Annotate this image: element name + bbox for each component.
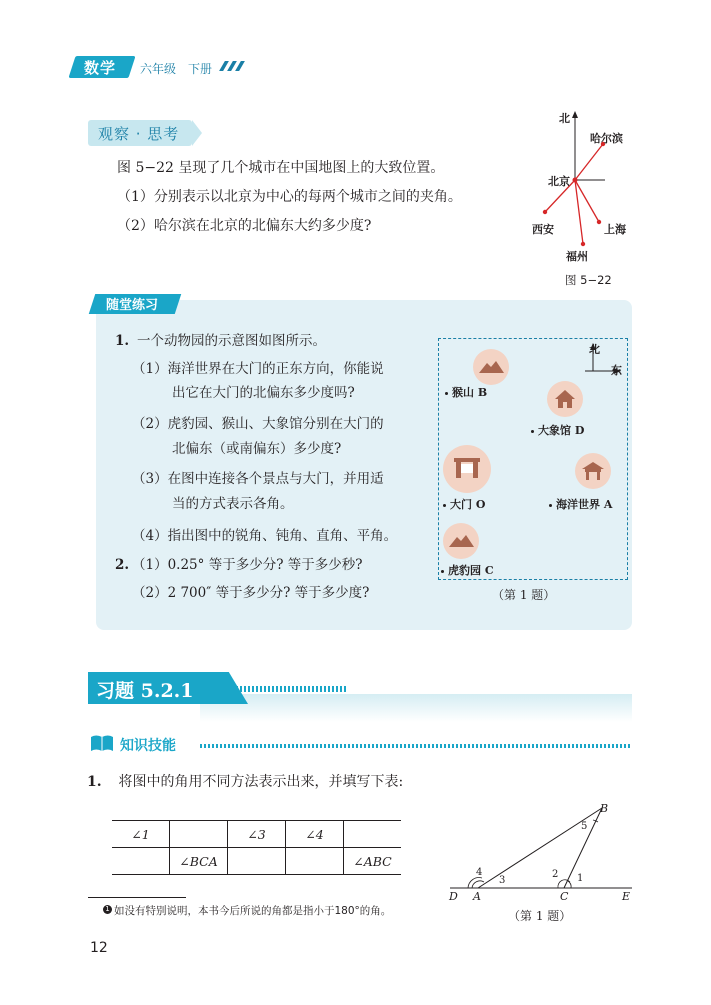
header-subject: 数学 — [84, 59, 117, 77]
page-number: 12 — [90, 940, 108, 956]
point-a-label: A — [473, 890, 481, 903]
practice-title: 随堂练习 — [106, 298, 159, 313]
city-north-label: 北 — [559, 112, 570, 125]
zoo-diagram — [438, 338, 628, 580]
observe-title: 观察 · 思考 — [98, 125, 180, 143]
zoo-east-label: 东 — [611, 364, 622, 377]
elephant-house-label: 大象馆 D — [538, 424, 585, 437]
practice-1-sub-3a: （3）在图中连接各个景点与大门，并用适 — [132, 471, 384, 487]
exercise-question-1 — [87, 771, 403, 791]
xian-label: 西安 — [532, 223, 554, 236]
table-cell: ∠ABC — [344, 848, 402, 875]
xian-dot — [543, 210, 547, 214]
ray-fuzhou — [575, 180, 583, 244]
table-cell: ∠3 — [228, 821, 286, 848]
tiger-park-label: 虎豹园 C — [448, 564, 494, 577]
tiger-park-circle — [443, 523, 479, 559]
shanghai-label: 上海 — [604, 223, 626, 236]
ray-harbin — [575, 144, 603, 180]
gate-circle — [443, 445, 491, 493]
monkey-hill-label: 猴山 B — [452, 386, 488, 399]
harbin-label: 哈尔滨 — [590, 132, 623, 145]
shanghai-dot — [597, 220, 601, 224]
practice-1-sub-1b: 出它在大门的北偏东多少度吗? — [172, 385, 355, 401]
mountain-icon — [473, 349, 509, 385]
ocean-world-circle — [575, 453, 611, 489]
zoo-caption: （第 1 题） — [492, 588, 556, 602]
fuzhou-dot — [581, 242, 585, 246]
practice-1-intro: 一个动物园的示意图如图所示。 — [137, 333, 326, 349]
observe-question-1: （1）分别表示以北京为中心的每两个城市之间的夹角。 — [117, 189, 462, 205]
practice-1-sub-1a: （1）海洋世界在大门的正东方向，你能说 — [132, 361, 384, 377]
gate-icon — [443, 445, 491, 493]
point-d-label: D — [449, 890, 458, 903]
practice-1-number: 1. — [115, 333, 130, 349]
table-cell — [170, 821, 228, 848]
angle-3-label: 3 — [499, 875, 506, 886]
point-b-label: B — [600, 802, 609, 815]
angle-5-label: 5 — [581, 821, 588, 832]
observe-question-2: （2）哈尔滨在北京的北偏东大约多少度? — [117, 218, 372, 234]
practice-1-sub-2b: 北偏东（或南偏东）多少度? — [172, 441, 342, 457]
header-grade: 六年级 — [140, 62, 177, 76]
elephant-house-circle — [547, 381, 583, 417]
point-c-label: C — [560, 890, 569, 903]
beijing-dot — [573, 178, 578, 183]
monkey-hill-circle — [473, 349, 509, 385]
skills-divider — [200, 744, 632, 748]
beijing-label: 北京 — [548, 175, 570, 188]
zoo-north-label: 北 — [589, 343, 600, 356]
ocean-world-label: 海洋世界 A — [556, 498, 613, 511]
north-arrow-icon — [572, 111, 578, 118]
footnote-mark: 1 — [103, 905, 112, 914]
practice-2-sub-1: （1）0.25° 等于多少分? 等于多少秒? — [132, 557, 363, 573]
exercise-hatch-decoration — [216, 686, 346, 692]
ray-shanghai — [575, 180, 599, 222]
table-cell: ∠4 — [286, 821, 344, 848]
angle-4-label: 4 — [476, 867, 483, 878]
table-cell: ∠1 — [112, 821, 170, 848]
angle-2-label: 2 — [552, 869, 559, 880]
exercise-question-1-text: 将图中的角用不同方法表示出来，并填写下表: — [118, 774, 404, 790]
practice-1-sub-3b: 当的方式表示各角。 — [172, 496, 294, 512]
arc-1 — [568, 881, 571, 888]
house-icon — [547, 381, 583, 417]
practice-1-sub-2a: （2）虎豹园、猴山、大象馆分别在大门的 — [132, 416, 384, 432]
table-cell — [228, 848, 286, 875]
pavilion-icon — [575, 453, 611, 489]
angle-figure — [440, 790, 640, 910]
table-cell — [344, 821, 402, 848]
header-slash-decoration — [222, 61, 246, 71]
table-cell: ∠BCA — [170, 848, 228, 875]
practice-1-sub-4: （4）指出图中的锐角、钝角、直角、平角。 — [132, 528, 398, 544]
angle-figure-caption: （第 1 题） — [508, 909, 572, 923]
table-row — [112, 848, 401, 875]
exercise-question-1-number: 1. — [87, 774, 102, 790]
book-icon — [90, 734, 114, 752]
table-cell — [286, 848, 344, 875]
header-volume: 下册 — [188, 62, 213, 76]
skills-title: 知识技能 — [120, 738, 176, 754]
practice-2-sub-2: （2）2 700″ 等于多少分? 等于多少度? — [132, 585, 370, 601]
observe-intro: 图 5−22 呈现了几个城市在中国地图上的大致位置。 — [117, 160, 445, 176]
city-figure-caption: 图 5−22 — [565, 273, 612, 287]
exercise-title: 习题 5.2.1 — [96, 680, 194, 702]
point-e-label: E — [622, 890, 631, 903]
angle-1-label: 1 — [577, 873, 584, 884]
table-cell — [112, 848, 170, 875]
mountain-icon — [443, 523, 479, 559]
exercise-strip — [200, 694, 632, 722]
angle-table — [112, 820, 401, 875]
footnote-text: 如没有特别说明，本书今后所说的角都是指小于180°的角。 — [114, 905, 392, 917]
fuzhou-label: 福州 — [566, 250, 588, 263]
table-row — [112, 821, 401, 848]
gate-label: 大门 O — [450, 498, 486, 511]
arc-3 — [472, 881, 484, 888]
practice-2-number: 2. — [115, 557, 130, 573]
footnote-rule — [88, 897, 186, 898]
